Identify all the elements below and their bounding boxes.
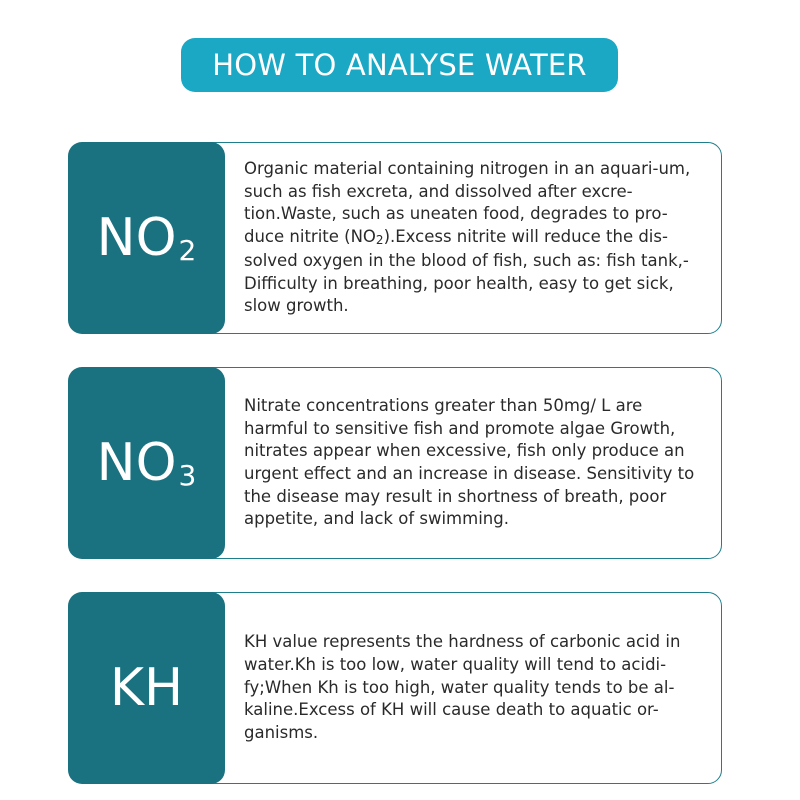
- label-main: NO: [96, 433, 177, 493]
- desc-part-2: ).Excess nitrite will reduce the dis-solved oxygen in the blood of fish, such as: fish tank,-Difficulty in breathing, poor health, easy to get sick, slow growth.: [244, 227, 689, 316]
- card-label-kh: [68, 592, 225, 784]
- card-description: [244, 592, 704, 784]
- desc-subscript: 2: [375, 233, 384, 248]
- card-description-text: KH value represents the hardness of carbonic acid in water.Kh is too low, water quality will tend to acidi-fy;When Kh is too high, water quality tends to be al-kaline.Excess of KH will cause death to aquatic or-ganisms.: [244, 632, 681, 743]
- label-subscript: 2: [178, 233, 197, 267]
- label-main: NO: [96, 208, 177, 268]
- card-description-text: [244, 158, 704, 318]
- card-label-no2: [68, 142, 225, 334]
- card-description: [244, 142, 704, 334]
- page-title: [181, 38, 618, 92]
- desc-part-1: Organic material containing nitrogen in an aquari-um, such as fish excreta, and dissolved after excre-tion.Waste, such as uneaten food, degrades to pro-duce nitrite (NO: [244, 159, 691, 247]
- card-description: [244, 367, 704, 559]
- card-description-text: Nitrate concentrations greater than 50mg/ L are harmful to sensitive fish and promote algae Growth, nitrates appear when excessive, fish only produce an urgent effect and an increase in disease. Sensitivity to the disease may result in shortness of breath, poor appetite, and lack of swimming.: [244, 395, 695, 529]
- label-main: KH: [109, 658, 184, 718]
- label-subscript: 3: [178, 458, 197, 492]
- info-card-kh: [68, 592, 722, 784]
- card-label-no3: [68, 367, 225, 559]
- page-title-text: HOW TO ANALYSE WATER: [212, 48, 587, 82]
- info-card-no2: [68, 142, 722, 334]
- info-card-no3: [68, 367, 722, 559]
